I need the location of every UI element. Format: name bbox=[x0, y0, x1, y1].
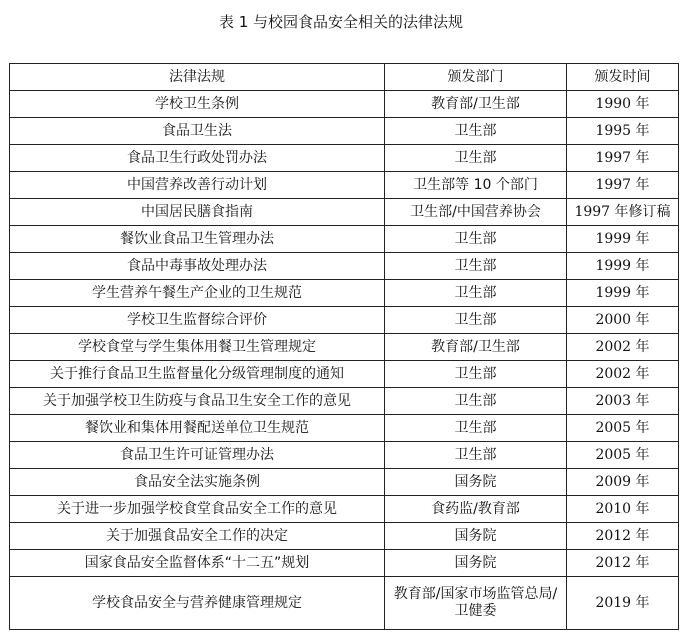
cell-law-name: 学校食品安全与营养健康管理规定 bbox=[10, 577, 385, 630]
cell-law-name: 关于加强食品安全工作的决定 bbox=[10, 523, 385, 550]
cell-issuing-department: 卫生部 bbox=[385, 442, 567, 469]
table-row bbox=[10, 91, 679, 118]
cell-law-name: 关于推行食品卫生监督量化分级管理制度的通知 bbox=[10, 361, 385, 388]
cell-law-name: 中国营养改善行动计划 bbox=[10, 172, 385, 199]
header-issue-date: 颁发时间 bbox=[567, 64, 679, 91]
cell-issue-date: 1995 年 bbox=[567, 118, 679, 145]
cell-issuing-department: 卫生部 bbox=[385, 361, 567, 388]
cell-issue-date: 1990 年 bbox=[567, 91, 679, 118]
table-row bbox=[10, 550, 679, 577]
table-row bbox=[10, 442, 679, 469]
cell-issue-date: 2019 年 bbox=[567, 577, 679, 630]
cell-issuing-department: 教育部/国家市场监管总局/卫健委 bbox=[385, 577, 567, 630]
cell-law-name: 学校卫生条例 bbox=[10, 91, 385, 118]
table-row bbox=[10, 577, 679, 630]
cell-law-name: 国家食品安全监督体系“十二五”规划 bbox=[10, 550, 385, 577]
laws-table bbox=[9, 63, 679, 630]
cell-issue-date: 2000 年 bbox=[567, 307, 679, 334]
cell-issue-date: 2010 年 bbox=[567, 496, 679, 523]
cell-law-name: 餐饮业食品卫生管理办法 bbox=[10, 226, 385, 253]
cell-law-name: 餐饮业和集体用餐配送单位卫生规范 bbox=[10, 415, 385, 442]
cell-issuing-department: 卫生部/中国营养协会 bbox=[385, 199, 567, 226]
cell-issuing-department: 国务院 bbox=[385, 550, 567, 577]
cell-issuing-department: 卫生部 bbox=[385, 118, 567, 145]
cell-issuing-department: 教育部/卫生部 bbox=[385, 334, 567, 361]
header-law-name: 法律法规 bbox=[10, 64, 385, 91]
table-caption: 表 1 与校园食品安全相关的法律法规 bbox=[218, 13, 464, 31]
cell-issue-date: 1999 年 bbox=[567, 226, 679, 253]
cell-issuing-department: 卫生部 bbox=[385, 307, 567, 334]
cell-issuing-department: 国务院 bbox=[385, 523, 567, 550]
cell-law-name: 中国居民膳食指南 bbox=[10, 199, 385, 226]
cell-issuing-department: 卫生部等 10 个部门 bbox=[385, 172, 567, 199]
table-header-row bbox=[10, 64, 679, 91]
table-row bbox=[10, 199, 679, 226]
cell-issue-date: 2005 年 bbox=[567, 415, 679, 442]
cell-law-name: 食品卫生行政处罚办法 bbox=[10, 145, 385, 172]
cell-issuing-department: 教育部/卫生部 bbox=[385, 91, 567, 118]
cell-law-name: 食品卫生法 bbox=[10, 118, 385, 145]
cell-issue-date: 2002 年 bbox=[567, 334, 679, 361]
cell-issuing-department: 卫生部 bbox=[385, 253, 567, 280]
table-row bbox=[10, 226, 679, 253]
cell-issuing-department: 卫生部 bbox=[385, 280, 567, 307]
cell-law-name: 食品卫生许可证管理办法 bbox=[10, 442, 385, 469]
cell-issue-date: 2012 年 bbox=[567, 523, 679, 550]
cell-issuing-department: 卫生部 bbox=[385, 226, 567, 253]
cell-issue-date: 1997 年 bbox=[567, 172, 679, 199]
table-row bbox=[10, 469, 679, 496]
cell-issuing-department: 卫生部 bbox=[385, 145, 567, 172]
cell-law-name: 学校食堂与学生集体用餐卫生管理规定 bbox=[10, 334, 385, 361]
cell-issuing-department: 食药监/教育部 bbox=[385, 496, 567, 523]
table-row bbox=[10, 118, 679, 145]
cell-issuing-department: 国务院 bbox=[385, 469, 567, 496]
cell-issue-date: 2009 年 bbox=[567, 469, 679, 496]
table-row bbox=[10, 253, 679, 280]
cell-issue-date: 2012 年 bbox=[567, 550, 679, 577]
table-row bbox=[10, 496, 679, 523]
table-row bbox=[10, 334, 679, 361]
table-row bbox=[10, 523, 679, 550]
cell-issue-date: 1999 年 bbox=[567, 253, 679, 280]
cell-issue-date: 2005 年 bbox=[567, 442, 679, 469]
table-row bbox=[10, 388, 679, 415]
cell-issue-date: 1997 年修订稿 bbox=[567, 199, 679, 226]
table-row bbox=[10, 361, 679, 388]
table-row bbox=[10, 145, 679, 172]
cell-issue-date: 2003 年 bbox=[567, 388, 679, 415]
cell-law-name: 食品中毒事故处理办法 bbox=[10, 253, 385, 280]
table-row bbox=[10, 307, 679, 334]
table-body bbox=[10, 91, 679, 630]
table-row bbox=[10, 415, 679, 442]
header-issuing-department: 颁发部门 bbox=[385, 64, 567, 91]
cell-law-name: 学校卫生监督综合评价 bbox=[10, 307, 385, 334]
cell-law-name: 关于进一步加强学校食堂食品安全工作的意见 bbox=[10, 496, 385, 523]
cell-law-name: 学生营养午餐生产企业的卫生规范 bbox=[10, 280, 385, 307]
cell-issuing-department: 卫生部 bbox=[385, 388, 567, 415]
cell-issue-date: 2002 年 bbox=[567, 361, 679, 388]
cell-law-name: 关于加强学校卫生防疫与食品卫生安全工作的意见 bbox=[10, 388, 385, 415]
table-row bbox=[10, 172, 679, 199]
cell-law-name: 食品安全法实施条例 bbox=[10, 469, 385, 496]
cell-issue-date: 1999 年 bbox=[567, 280, 679, 307]
table-row bbox=[10, 280, 679, 307]
cell-issuing-department: 卫生部 bbox=[385, 415, 567, 442]
cell-issue-date: 1997 年 bbox=[567, 145, 679, 172]
